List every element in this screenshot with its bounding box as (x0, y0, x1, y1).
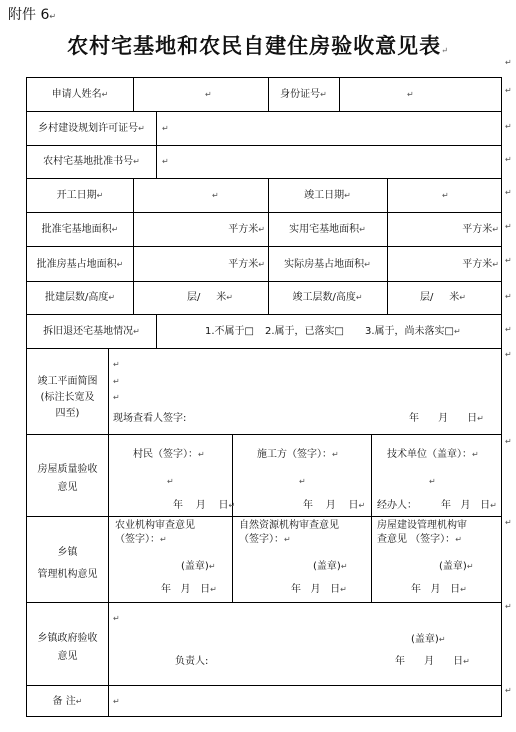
actual-footprint-area-unit: 平方米↵ (462, 259, 499, 270)
row-divider (27, 281, 501, 282)
paragraph-mark: ↵ (505, 86, 512, 95)
paragraph-mark: ↵ (505, 222, 512, 231)
row-divider (27, 348, 501, 349)
checkbox-icon[interactable]: □ (444, 326, 454, 337)
approved-footprint-area-unit: 平方米↵ (228, 259, 265, 270)
completion-date-label: 竣工日期↵ (304, 190, 351, 201)
paragraph-mark: ↵ (299, 477, 306, 486)
paragraph-mark: ↵ (505, 188, 512, 197)
natural-resources-date: 年 月 日↵ (291, 584, 347, 595)
paragraph-mark: ↵ (505, 256, 512, 265)
planning-permit-value[interactable]: ↵ (162, 124, 169, 133)
paragraph-mark: ↵ (505, 350, 512, 359)
id-number-label: 身份证号↵ (280, 89, 327, 100)
col-divider (108, 348, 109, 717)
acceptance-form-table (26, 77, 502, 717)
paragraph-mark: ↵ (505, 602, 512, 611)
col-divider (387, 178, 388, 314)
paragraph-mark: ↵ (113, 393, 120, 402)
inspection-date: 年 月 日↵ (409, 413, 484, 424)
paragraph-mark: ↵ (429, 477, 436, 486)
tech-unit-seal-label: 技术单位（盖章）：↵ (387, 449, 479, 460)
applicant-name-value[interactable]: ↵ (205, 90, 212, 99)
start-date-value[interactable]: ↵ (212, 191, 219, 200)
actual-homestead-area-unit: 平方米↵ (462, 224, 499, 235)
villager-date: 年 月 日↵ (173, 500, 236, 511)
row-divider (27, 314, 501, 315)
approved-floors-label: 批建层数/高度↵ (44, 292, 116, 303)
actual-homestead-area-label: 实用宅基地面积↵ (289, 224, 366, 235)
approved-homestead-area-unit: 平方米↵ (228, 224, 265, 235)
builder-signature-label: 施工方（签字）：↵ (257, 449, 339, 460)
approved-footprint-area-label: 批准房基占地面积↵ (36, 259, 124, 270)
paragraph-mark: ↵ (113, 360, 120, 369)
col-divider (156, 111, 157, 178)
built-floors-value[interactable]: 层/ 米↵ (420, 292, 466, 303)
paragraph-mark: ↵ (505, 325, 512, 334)
responsible-person-label: 负责人: (175, 656, 209, 667)
row-divider (27, 111, 501, 112)
paragraph-mark: ↵ (505, 155, 512, 164)
housing-agency-seal: (盖章)↵ (439, 561, 474, 572)
old-homestead-option-not-applicable[interactable]: 1.不属于□ (205, 326, 254, 337)
col-divider (133, 78, 134, 111)
homestead-approval-label: 农村宅基地批准书号↵ (43, 156, 140, 167)
old-homestead-option-done[interactable]: 2.属于，已落实□ (265, 326, 344, 337)
paragraph-mark: ↵ (113, 614, 120, 623)
col-divider (156, 314, 157, 348)
row-divider (27, 685, 501, 686)
row-divider (27, 434, 501, 435)
housing-agency-date: 年 月 日↵ (411, 584, 467, 595)
old-homestead-option-pending[interactable]: 3.属于，尚未落实□↵ (365, 326, 461, 337)
col-divider (371, 434, 372, 602)
natural-resources-review-label: 自然资源机构审查意见 （签字）：↵ (239, 520, 339, 545)
villager-signature-label: 村民（签字）：↵ (133, 449, 205, 460)
start-date-label: 开工日期↵ (56, 190, 104, 201)
inspector-signature-label: 现场查看人签字: (113, 413, 187, 424)
row-divider (27, 246, 501, 247)
planning-permit-label: 乡村建设规划许可证号↵ (38, 123, 145, 134)
agri-agency-review-label: 农业机构审查意见 （签字）：↵ (115, 520, 195, 545)
approved-homestead-area-label: 批准宅基地面积↵ (41, 224, 119, 235)
township-government-label: 乡镇政府验收 意见 (37, 633, 98, 662)
handler-label: 经办人： (377, 500, 417, 511)
col-divider (232, 434, 233, 602)
paragraph-mark: ↵ (505, 292, 512, 301)
paragraph-mark: ↵ (505, 437, 512, 446)
agri-agency-seal: (盖章)↵ (181, 561, 216, 572)
paragraph-mark: ↵ (505, 686, 512, 695)
row-divider (27, 178, 501, 179)
row-divider (27, 602, 501, 603)
township-government-date: 年 月 日↵ (395, 656, 470, 667)
paragraph-mark: ↵ (113, 377, 120, 386)
col-divider (339, 78, 340, 111)
attachment-label: 附件 6↵ (8, 7, 57, 23)
completion-date-value[interactable]: ↵ (442, 191, 449, 200)
built-floors-label: 竣工层数/高度↵ (292, 292, 363, 303)
old-homestead-label: 拆旧退还宅基地情况↵ (43, 326, 140, 337)
agri-agency-date: 年 月 日↵ (161, 584, 217, 595)
quality-acceptance-label: 房屋质量验收 意见 (37, 464, 98, 493)
form-title: 农村宅基地和农民自建住房验收意见表↵ (67, 33, 449, 58)
housing-agency-review-label: 房屋建设管理机构审 查意见 （签字）：↵ (377, 520, 467, 545)
paragraph-mark: ↵ (505, 58, 512, 67)
approved-floors-value[interactable]: 层/ 米↵ (187, 292, 233, 303)
checkbox-icon[interactable]: □ (244, 326, 254, 337)
site-sketch-label: 竣工平面简图 (标注长宽及 四至) (37, 376, 98, 419)
tech-unit-date: 年 月 日↵ (441, 500, 497, 511)
row-divider (27, 212, 501, 213)
homestead-approval-value[interactable]: ↵ (162, 157, 169, 166)
township-agency-label: 乡镇 管理机构意见 (37, 547, 98, 580)
id-number-value[interactable]: ↵ (407, 90, 414, 99)
remarks-value[interactable]: ↵ (113, 697, 120, 706)
paragraph-mark: ↵ (505, 518, 512, 527)
township-government-seal: (盖章)↵ (411, 634, 446, 645)
remarks-label: 备 注↵ (52, 696, 83, 707)
builder-date: 年 月 日↵ (303, 500, 366, 511)
checkbox-icon[interactable]: □ (334, 326, 344, 337)
applicant-name-label: 申请人姓名↵ (51, 89, 109, 100)
row-divider (27, 516, 501, 517)
natural-resources-seal: (盖章)↵ (313, 561, 348, 572)
row-divider (27, 145, 501, 146)
paragraph-mark: ↵ (167, 477, 174, 486)
actual-footprint-area-label: 实际房基占地面积↵ (284, 259, 371, 270)
col-divider (133, 178, 134, 314)
paragraph-mark: ↵ (505, 122, 512, 131)
